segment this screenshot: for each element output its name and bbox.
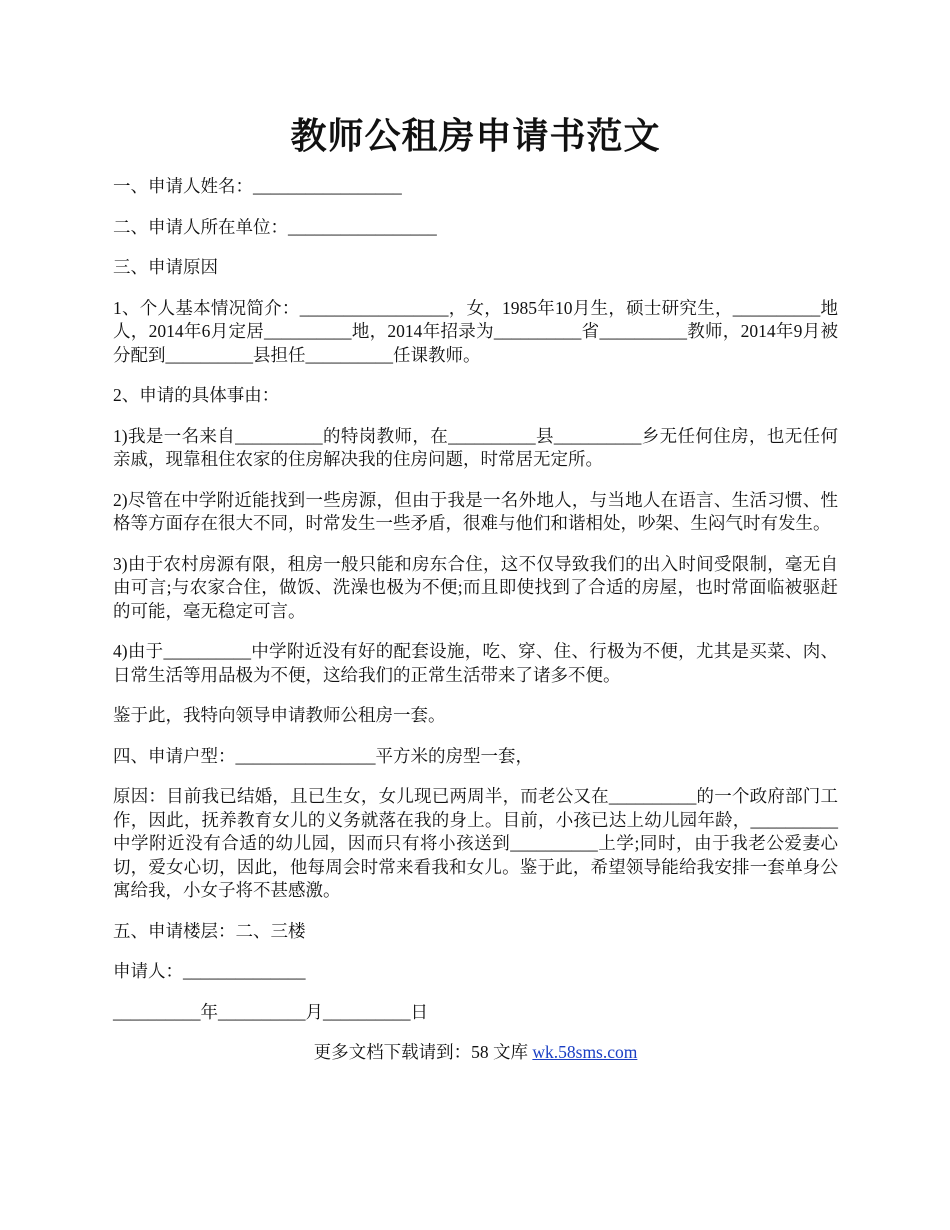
document-title: 教师公租房申请书范文	[290, 116, 661, 156]
applicant-unit-line: 二、申请人所在单位：_________________	[113, 216, 437, 237]
reason-1-paragraph: 1)我是一名来自__________的特岗教师，在__________县__________乡无任何住房，也无任何亲戚，现靠租住农家的住房解决我的住房问题，时常居无定所。	[113, 425, 838, 469]
reason-4-paragraph: 4)由于__________中学附近没有好的配套设施，吃、穿、住、行极为不便，尤其是买菜、肉、日常生活等用品极为不便，这给我们的正常生活带来了诸多不便。	[113, 641, 838, 685]
footer-prefix: 更多文档下载请到：58 文库	[313, 1042, 533, 1062]
personal-info-paragraph: 1、个人基本情况简介：_________________，女，1985年10月生，硕士研究生，__________地人，2014年6月定居__________地，2014年招录为__________省__________教师，2014年9月被分配到__________县担任__________任课教师。	[113, 297, 838, 365]
footer-link[interactable]: wk.58sms.com	[532, 1042, 638, 1062]
reason-2-paragraph: 2)尽管在中学附近能找到一些房源，但由于我是一名外地人，与当地人在语言、生活习惯、性格等方面存在很大不同，时常发生一些矛盾，很难与他们和谐相处，吵架、生闷气时有发生。	[113, 489, 838, 533]
housing-type-line: 四、申请户型：________________平方米的房型一套，	[113, 745, 533, 766]
footer	[113, 1041, 838, 1065]
conclusion-paragraph: 鉴于此，我特向领导申请教师公租房一套。	[113, 705, 446, 725]
housing-reason-paragraph: 原因：目前我已结婚，且已生女，女儿现已两周半，而老公又在__________的一个政府部门工作，因此，抚养教育女儿的义务就落在我的身上。目前，小孩已达上幼儿园年龄，__________中学附近没有合适的幼儿园，因而只有将小孩送到__________上学;同时，由于我老公爱妻心切，爱女心切，因此，他每周会时常来看我和女儿。鉴于此，希望领导能给我安排一套单身公寓给我，小女子将不甚感激。	[113, 786, 838, 900]
floor-line: 五、申请楼层：二、三楼	[113, 920, 306, 941]
specific-reasons-heading: 2、申请的具体事由：	[113, 385, 280, 405]
applicant-signature-line: 申请人：______________	[113, 961, 306, 981]
reason-3-paragraph: 3)由于农村房源有限，租房一般只能和房东合住，这不仅导致我们的出入时间受限制，毫无自由可言;与农家合住，做饭、洗澡也极为不便;而且即使找到了合适的房屋，也时常面临被驱赶的可能，毫无稳定可言。	[113, 553, 838, 621]
document-page	[113, 108, 838, 1065]
date-line: __________年__________月__________日	[113, 1001, 428, 1022]
applicant-name-line: 一、申请人姓名：_________________	[113, 176, 402, 196]
section-reason-heading: 三、申请原因	[113, 257, 218, 277]
